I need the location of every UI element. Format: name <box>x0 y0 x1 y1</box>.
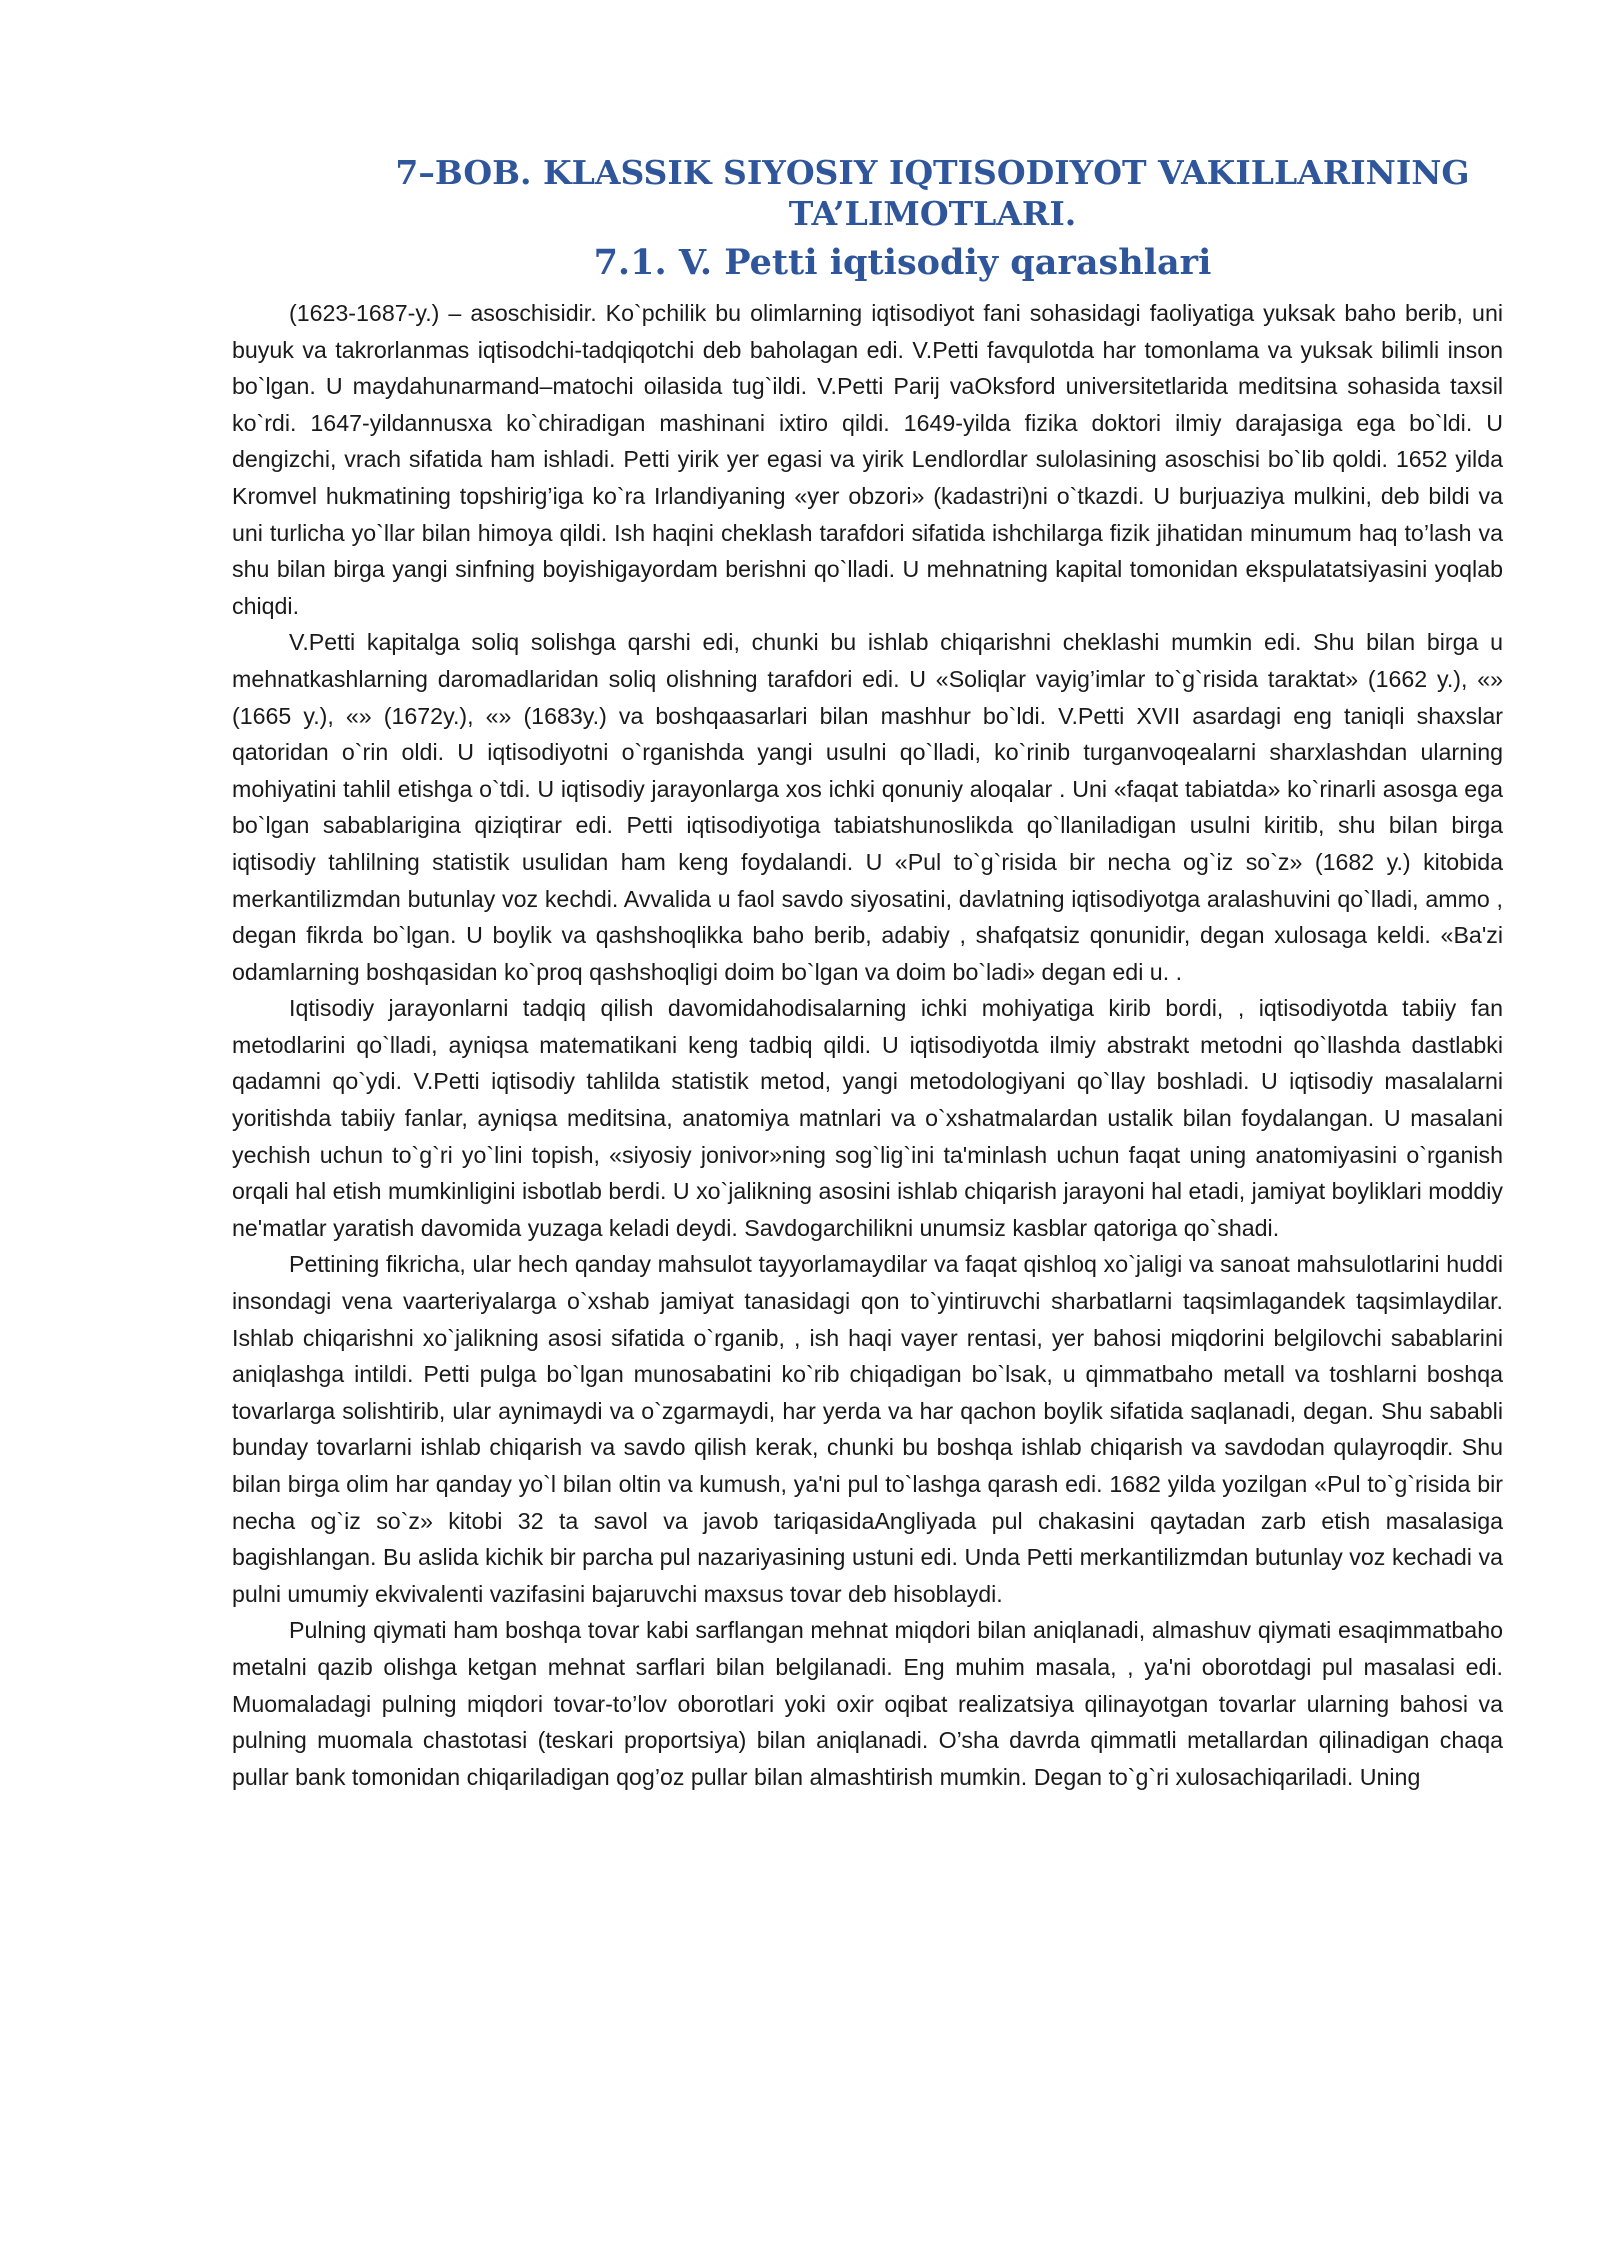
section-heading: 7.1. V. Petti iqtisodiy qarashlari <box>593 242 1212 283</box>
paragraph-1: (1623-1687-y.) – asoschisidir. Ko`pchilik bu olimlarning iqtisodiyot fani sohasidagi faoliyatiga yuksak baho berib, uni buyuk va takrorlanmas iqtisodchi-tadqiqotchi deb baholagan edi. V.Petti favqulotda har tomonlama va yuksak bilimli inson bo`lgan. U maydahunarmand–matochi oilasida tug`ildi. V.Petti Parij vaOksford universitetlarida meditsina sohasida taxsil ko`rdi. 1647-yildannusxa ko`chiradigan mashinani ixtiro qildi. 1649-yilda fizika doktori ilmiy darajasiga ega bo`ldi. U dengizchi, vrach sifatida ham ishladi. Petti yirik yer egasi va yirik Lendlordlar sulolasining asoschisi bo`lib qoldi. 1652 yilda Kromvel hukmatining topshirig’iga ko`ra Irlandiyaning «yer obzori» (kadastri)ni o`tkazdi. U burjuaziya mulkini, deb bildi va uni turlicha yo`llar bilan himoya qildi. Ish haqini cheklash tarafdori sifatida ishchilarga fizik jihatidan minumum haq to’lash va shu bilan birga yangi sinfning boyishigayordam berishni qo`lladi. U mehnatning kapital tomonidan ekspulatatsiyasini yoqlab chiqdi. <box>232 300 1503 619</box>
paragraph-3: Iqtisodiy jarayonlarni tadqiq qilish davomidahodisalarning ichki mohiyatiga kirib bordi, , iqtisodiyotda tabiiy fan metodlarini qo`lladi, ayniqsa matematikani keng tadbiq qildi. U iqtisodiyotda ilmiy abstrakt metodni qo`llashda dastlabki qadamni qo`ydi. V.Petti iqtisodiy tahlilda statistik metod, yangi metodologiyani qo`llay boshladi. U iqtisodiy masalalarni yoritishda tabiiy fanlar, ayniqsa meditsina, anatomiya matnlari va o`xshatmalardan ustalik bilan foydalangan. U masalani yechish uchun to`g`ri yo`lini topish, «siyosiy jonivor»ning sog`lig`ini ta'minlash uchun faqat uning anatomiyasini o`rganish orqali hal etish mumkinligini isbotlab berdi. U xo`jalikning asosini ishlab chiqarish jarayoni hal etadi, jamiyat boyliklari moddiy ne'matlar yaratish davomida yuzaga keladi deydi. Savdogarchilikni unumsiz kasblar qatoriga qo`shadi. <box>232 995 1503 1241</box>
chapter-heading-line-1: 7–BOB. KLASSIK SIYOSIY IQTISODIYOT VAKILLARINING <box>395 153 1470 192</box>
paragraph-4: Pettining fikricha, ular hech qanday mahsulot tayyorlamaydilar va faqat qishloq xo`jaligi va sanoat mahsulotlarini huddi insondagi vena vaarteriyalarga o`xshab jamiyat tanasidagi qon to`yintiruvchi sharbatlarni taqsimlagandek taqsimlaydilar. Ishlab chiqarishni xo`jalikning asosi sifatida o`rganib, , ish haqi vayer rentasi, yer bahosi miqdorini belgilovchi sabablarini aniqlashga intildi. Petti pulga bo`lgan munosabatini ko`rib chiqadigan bo`lsak, u qimmatbaho metall va toshlarni boshqa tovarlarga solishtirib, ular aynimaydi va o`zgarmaydi, har yerda va har qachon boylik sifatida saqlanadi, degan. Shu sababli bunday tovarlarni ishlab chiqarish va savdo qilish kerak, chunki bu boshqa ishlab chiqarish va savdodan qulayroqdir. Shu bilan birga olim har qanday yo`l bilan oltin va kumush, ya'ni pul to`lashga qarash edi. 1682 yilda yozilgan «Pul to`g`risida bir necha og`iz so`z» kitobi 32 ta savol va javob tariqasidaAngliyada pul chakasini qaytadan zarb etish masalasiga bagishlangan. Bu aslida kichik bir parcha pul nazariyasining ustuni edi. Unda Petti merkantilizmdan butunlay voz kechadi va pulni umumiy ekvivalenti vazifasini bajaruvchi maxsus tovar deb hisoblaydi. <box>232 1251 1503 1607</box>
body-text <box>232 295 1503 1795</box>
chapter-heading <box>232 152 1503 234</box>
chapter-heading-line-2: TA’LIMOTLARI. <box>788 194 1077 233</box>
document-page <box>232 152 1503 1795</box>
paragraph-2: V.Petti kapitalga soliq solishga qarshi edi, chunki bu ishlab chiqarishni cheklashi mumkin edi. Shu bilan birga u mehnatkashlarning daromadlaridan soliq olishning tarafdori edi. U «Soliqlar vayig’imlar to`g`risida taraktat» (1662 y.), «» (1665 y.), «» (1672y.), «» (1683y.) va boshqaasarlari bilan mashhur bo`ldi. V.Petti XVII asardagi eng taniqli shaxslar qatoridan o`rin oldi. U iqtisodiyotni o`rganishda yangi usulni qo`lladi, ko`rinib turganvoqealarni sharxlashdan ularning mohiyatini tahlil etishga o`tdi. U iqtisodiy jarayonlarga xos ichki qonuniy aloqalar . Uni «faqat tabiatda» ko`rinarli asosga ega bo`lgan sabablarigina qiziqtirar edi. Petti iqtisodiyotiga tabiatshunoslikda qo`llaniladigan usulni kiritib, shu bilan birga iqtisodiy tahlilning statistik usulidan ham keng foydalandi. U «Pul to`g`risida bir necha og`iz so`z» (1682 y.) kitobida merkantilizmdan butunlay voz kechdi. Avvalida u faol savdo siyosatini, davlatning iqtisodiyotga aralashuvini qo`lladi, ammo , degan fikrda bo`lgan. U boylik va qashshoqlikka baho berib, adabiy , shafqatsiz qonunidir, degan xulosaga keldi. «Ba'zi odamlarning boshqasidan ko`proq qashshoqligi doim bo`lgan va doim bo`ladi» degan edi u. . <box>232 629 1503 985</box>
paragraph-5: Pulning qiymati ham boshqa tovar kabi sarflangan mehnat miqdori bilan aniqlanadi, almashuv qiymati esaqimmatbaho metalni qazib olishga ketgan mehnat sarflari bilan belgilanadi. Eng muhim masala, , ya'ni oborotdagi pul masalasi edi. Muomaladagi pulning miqdori tovar-to’lov oborotlari yoki oxir oqibat realizatsiya qilinayotgan tovarlar ularning bahosi va pulning muomala chastotasi (teskari proportsiya) bilan aniqlanadi. O’sha davrda qimmatli metallardan qilinadigan chaqa pullar bank tomonidan chiqariladigan qog’oz pullar bilan almashtirish mumkin. Degan to`g`ri xulosachiqariladi. Uning <box>232 1617 1503 1790</box>
